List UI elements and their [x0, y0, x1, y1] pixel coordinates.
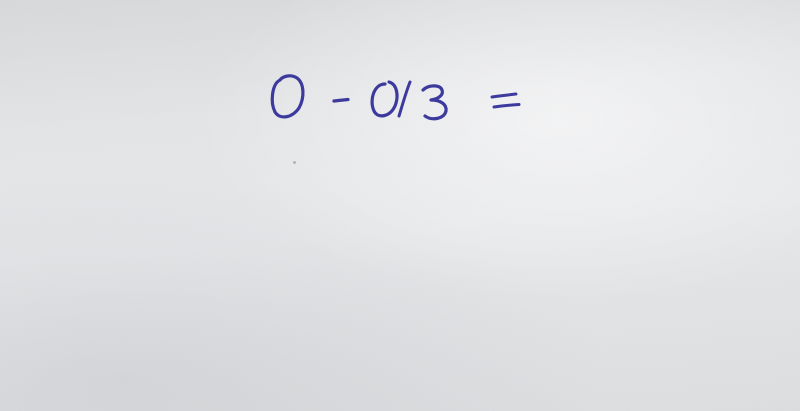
digit-zero-1 — [272, 76, 303, 117]
slash — [399, 82, 410, 116]
equals-sign-lower — [494, 105, 519, 108]
digit-three — [423, 86, 446, 119]
digit-zero-2 — [372, 82, 397, 116]
paper-speck — [293, 161, 296, 164]
equals-sign — [492, 94, 516, 97]
handwritten-expression — [268, 70, 533, 125]
minus-sign — [334, 100, 348, 102]
handwriting-drawing — [268, 70, 533, 125]
